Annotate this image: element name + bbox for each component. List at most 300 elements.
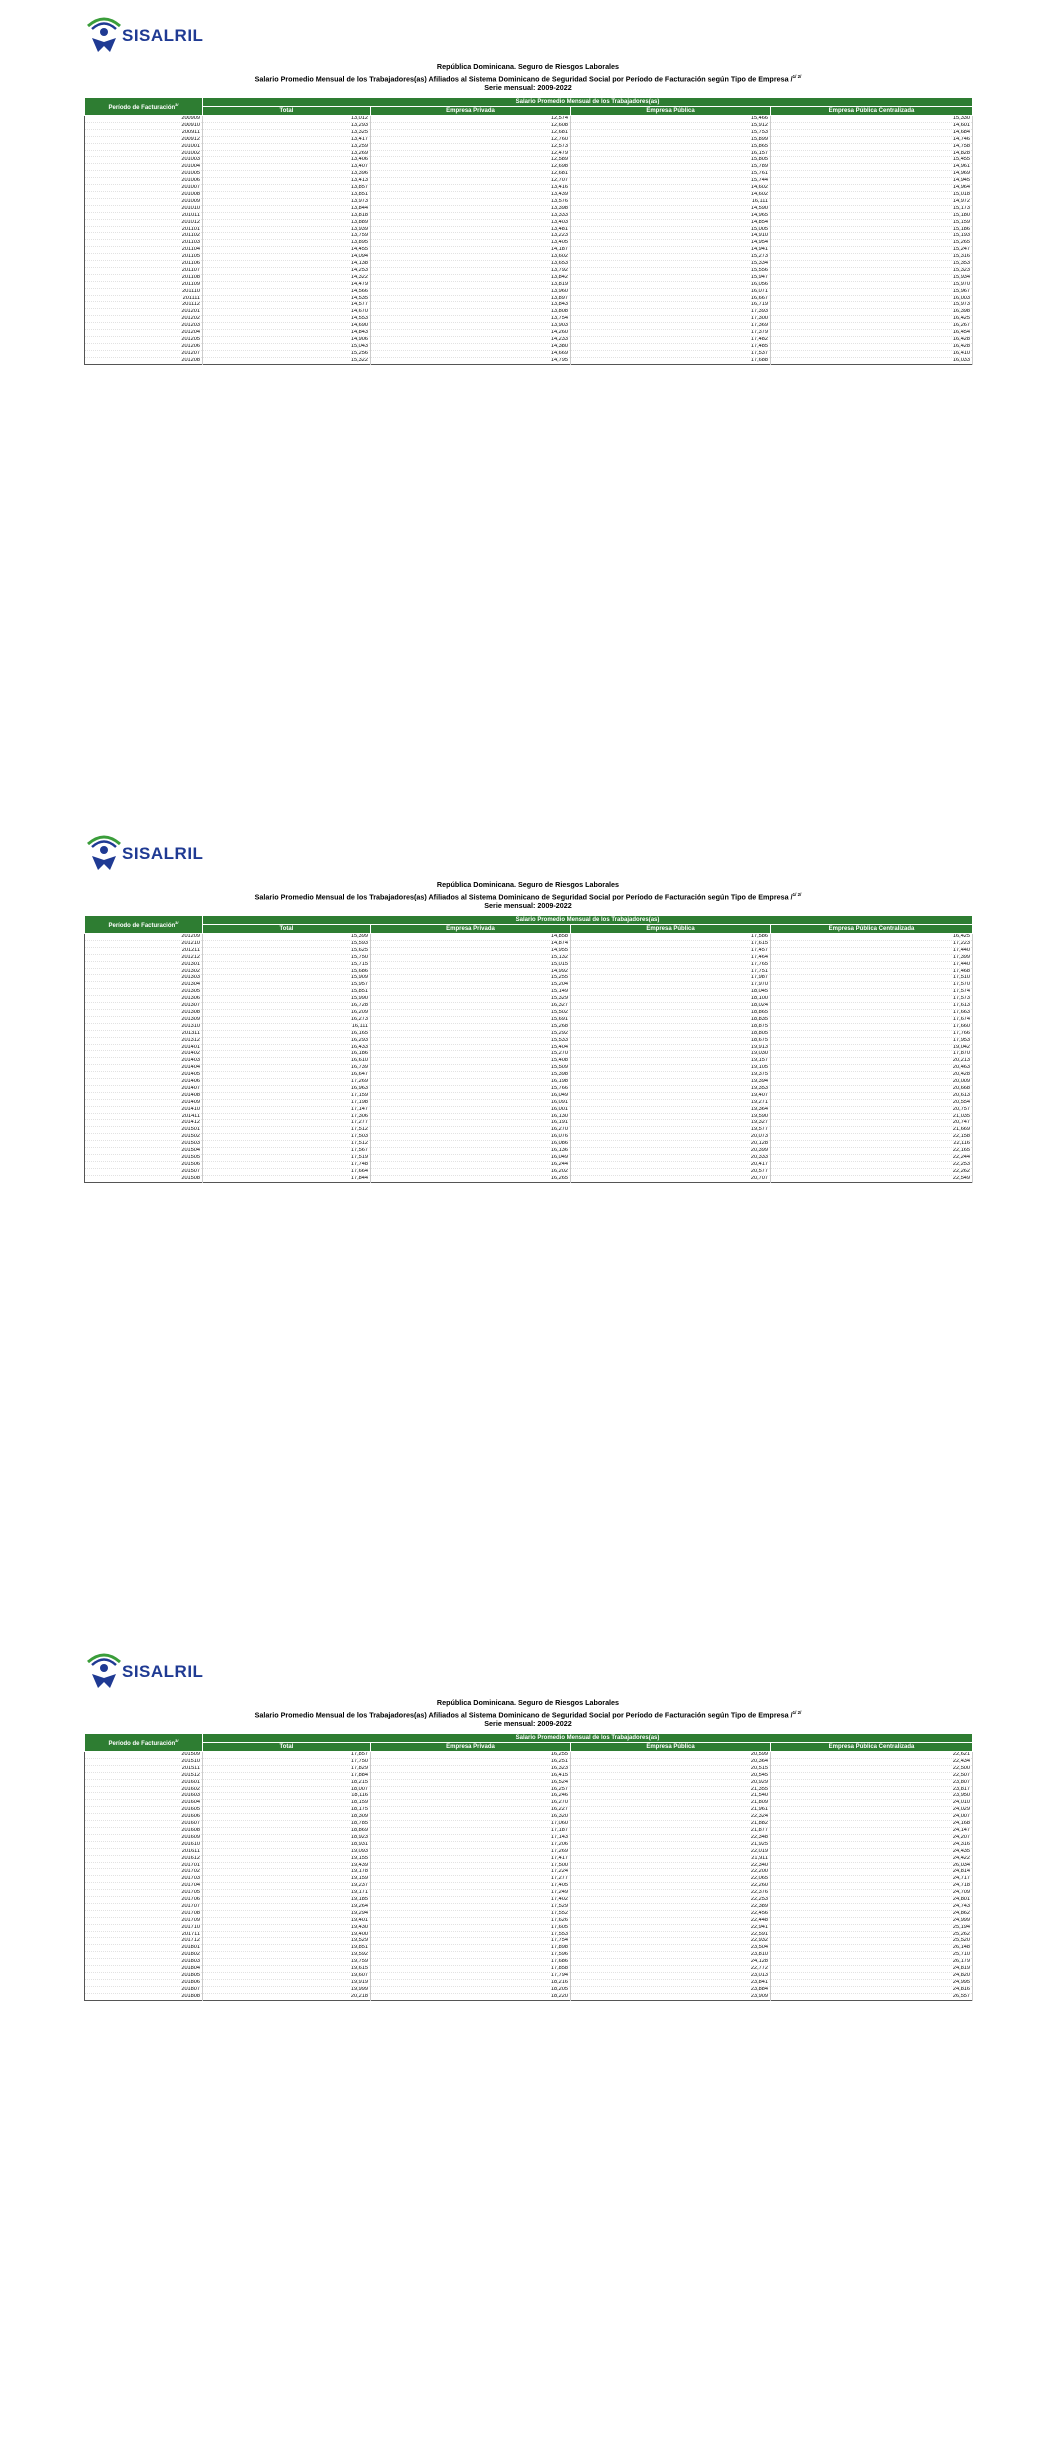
period-cell: 201101 — [85, 226, 203, 233]
public-cell: 14,602 — [571, 191, 771, 198]
public-cell: 21,355 — [571, 1786, 771, 1793]
total-cell: 17,277 — [203, 1120, 371, 1127]
period-cell: 201801 — [85, 1945, 203, 1952]
public-cell: 22,340 — [571, 1862, 771, 1869]
period-cell: 201107 — [85, 267, 203, 274]
centralized-cell: 15,330 — [771, 116, 973, 123]
centralized-cell: 15,970 — [771, 281, 973, 288]
public-cell: 20,599 — [571, 1752, 771, 1759]
table-row — [85, 1134, 973, 1141]
table-row — [85, 205, 973, 212]
private-cell: 16,524 — [371, 1779, 571, 1786]
table-row — [85, 1072, 973, 1079]
public-cell: 21,877 — [571, 1827, 771, 1834]
public-cell: 22,932 — [571, 1938, 771, 1945]
centralized-cell: 14,972 — [771, 198, 973, 205]
sisalril-emblem-icon — [84, 830, 124, 874]
total-cell: 16,610 — [203, 1058, 371, 1065]
period-cell: 201512 — [85, 1772, 203, 1779]
table-row — [85, 954, 973, 961]
private-cell: 15,132 — [371, 954, 571, 961]
private-cell: 17,206 — [371, 1841, 571, 1848]
period-cell: 201012 — [85, 219, 203, 226]
private-cell: 15,292 — [371, 1030, 571, 1037]
total-cell: 19,607 — [203, 1973, 371, 1980]
public-header: Empresa Pública — [571, 925, 771, 934]
period-cell: 201601 — [85, 1779, 203, 1786]
title-main-text: Salario Promedio Mensual de los Trabajadores(as) Afiliados al Sistema Dominicano de Seguridad Social por Período de Facturación según Tipo de Empresa / — [254, 73, 793, 83]
period-cell: 201409 — [85, 1099, 203, 1106]
private-cell: 17,552 — [371, 1910, 571, 1917]
centralized-cell: 15,353 — [771, 261, 973, 268]
public-cell: 22,456 — [571, 1910, 771, 1917]
salary-group-header: Salario Promedio Mensual de los Trabajadores(as) — [203, 1734, 973, 1743]
table-row — [85, 129, 973, 136]
total-cell: 13,973 — [203, 198, 371, 205]
public-cell: 16,719 — [571, 302, 771, 309]
total-cell: 19,185 — [203, 1897, 371, 1904]
centralized-cell: 14,746 — [771, 136, 973, 143]
period-cell: 201210 — [85, 940, 203, 947]
public-header: Empresa Pública — [571, 1743, 771, 1752]
centralized-cell: 17,574 — [771, 989, 973, 996]
table-row — [85, 1903, 973, 1910]
period-header — [85, 1734, 203, 1752]
private-cell: 14,858 — [371, 934, 571, 941]
private-cell: 13,653 — [371, 261, 571, 268]
total-cell: 13,939 — [203, 226, 371, 233]
table-row — [85, 1765, 973, 1772]
public-cell: 20,128 — [571, 1141, 771, 1148]
period-cell: 201608 — [85, 1827, 203, 1834]
private-cell: 16,244 — [371, 1161, 571, 1168]
private-cell: 15,404 — [371, 1044, 571, 1051]
table-row — [85, 1141, 973, 1148]
table-row — [85, 1931, 973, 1938]
private-cell: 16,255 — [371, 1752, 571, 1759]
total-cell: 19,439 — [203, 1862, 371, 1869]
period-cell: 201309 — [85, 1016, 203, 1023]
public-cell: 15,805 — [571, 157, 771, 164]
private-cell: 17,060 — [371, 1821, 571, 1828]
total-cell: 17,512 — [203, 1127, 371, 1134]
public-cell: 22,253 — [571, 1897, 771, 1904]
public-cell: 15,005 — [571, 226, 771, 233]
private-cell: 17,187 — [371, 1827, 571, 1834]
public-cell: 17,482 — [571, 337, 771, 344]
private-cell: 18,220 — [371, 1993, 571, 2000]
table-row — [85, 254, 973, 261]
total-cell: 19,592 — [203, 1952, 371, 1959]
title-country: República Dominicana. Seguro de Riesgos Laborales — [436, 1698, 620, 1707]
report-page — [0, 0, 1056, 800]
centralized-cell: 22,244 — [771, 1155, 973, 1162]
table-row — [85, 1979, 973, 1986]
private-cell: 15,398 — [371, 1072, 571, 1079]
table-row — [85, 1945, 973, 1952]
sisalril-logo — [84, 830, 214, 874]
public-cell: 17,751 — [571, 968, 771, 975]
centralized-cell: 15,186 — [771, 226, 973, 233]
public-cell: 22,348 — [571, 1834, 771, 1841]
total-cell: 16,165 — [203, 1030, 371, 1037]
title-series: Serie mensual: 2009-2022 — [484, 901, 572, 911]
centralized-cell: 24,207 — [771, 1834, 973, 1841]
centralized-header: Empresa Pública Centralizada — [771, 925, 973, 934]
period-cell: 201501 — [85, 1127, 203, 1134]
period-cell: 201102 — [85, 233, 203, 240]
private-cell: 16,270 — [371, 1800, 571, 1807]
private-cell: 17,553 — [371, 1931, 571, 1938]
period-cell: 200909 — [85, 116, 203, 123]
centralized-cell: 24,999 — [771, 1917, 973, 1924]
period-cell: 201108 — [85, 274, 203, 281]
period-cell: 201010 — [85, 205, 203, 212]
table-row — [85, 171, 973, 178]
total-cell: 13,417 — [203, 136, 371, 143]
total-cell: 18,007 — [203, 1786, 371, 1793]
table-row — [85, 1827, 973, 1834]
total-cell: 16,728 — [203, 1003, 371, 1010]
total-cell: 17,829 — [203, 1765, 371, 1772]
table-row — [85, 1058, 973, 1065]
centralized-cell: 17,870 — [771, 1051, 973, 1058]
public-cell: 15,947 — [571, 274, 771, 281]
private-cell: 13,602 — [371, 254, 571, 261]
period-cell: 201511 — [85, 1765, 203, 1772]
private-cell: 17,249 — [371, 1890, 571, 1897]
centralized-cell: 15,247 — [771, 247, 973, 254]
public-cell: 14,941 — [571, 247, 771, 254]
centralized-cell: 24,029 — [771, 1807, 973, 1814]
centralized-cell: 16,428 — [771, 337, 973, 344]
centralized-cell: 24,814 — [771, 1869, 973, 1876]
centralized-cell: 15,018 — [771, 191, 973, 198]
public-cell: 18,835 — [571, 1016, 771, 1023]
period-cell: 201606 — [85, 1814, 203, 1821]
centralized-cell: 23,807 — [771, 1779, 973, 1786]
total-cell: 13,406 — [203, 157, 371, 164]
period-cell: 200912 — [85, 136, 203, 143]
period-header — [85, 98, 203, 116]
period-cell: 201211 — [85, 947, 203, 954]
public-cell: 21,911 — [571, 1855, 771, 1862]
table-row — [85, 1752, 973, 1759]
period-cell: 201704 — [85, 1883, 203, 1890]
centralized-cell: 14,758 — [771, 143, 973, 150]
public-cell: 17,765 — [571, 961, 771, 968]
public-cell: 20,515 — [571, 1765, 771, 1772]
private-cell: 13,843 — [371, 302, 571, 309]
total-cell: 19,851 — [203, 1945, 371, 1952]
total-cell: 13,889 — [203, 219, 371, 226]
centralized-cell: 16,267 — [771, 323, 973, 330]
centralized-cell: 20,213 — [771, 1058, 973, 1065]
private-cell: 17,529 — [371, 1903, 571, 1910]
centralized-cell: 24,168 — [771, 1821, 973, 1828]
table-row — [85, 1065, 973, 1072]
total-cell: 14,535 — [203, 295, 371, 302]
period-cell: 201003 — [85, 157, 203, 164]
private-cell: 13,842 — [371, 274, 571, 281]
public-cell: 18,045 — [571, 989, 771, 996]
centralized-cell: 20,757 — [771, 1106, 973, 1113]
public-cell: 22,941 — [571, 1924, 771, 1931]
private-cell: 15,502 — [371, 1009, 571, 1016]
total-cell: 19,999 — [203, 1986, 371, 1993]
table-row — [85, 316, 973, 323]
period-cell: 201004 — [85, 164, 203, 171]
private-cell: 15,015 — [371, 961, 571, 968]
total-cell: 15,990 — [203, 996, 371, 1003]
total-cell: 14,843 — [203, 330, 371, 337]
total-cell: 14,479 — [203, 281, 371, 288]
period-cell: 201410 — [85, 1106, 203, 1113]
total-cell: 13,259 — [203, 143, 371, 150]
total-cell: 16,293 — [203, 1037, 371, 1044]
public-cell: 24,128 — [571, 1959, 771, 1966]
public-cell: 23,884 — [571, 1986, 771, 1993]
table-row — [85, 982, 973, 989]
public-cell: 23,841 — [571, 1979, 771, 1986]
table-row — [85, 1917, 973, 1924]
public-cell: 18,675 — [571, 1037, 771, 1044]
centralized-cell: 20,009 — [771, 1079, 973, 1086]
total-cell: 19,615 — [203, 1966, 371, 1973]
table-row — [85, 1155, 973, 1162]
table-row — [85, 350, 973, 357]
private-cell: 15,270 — [371, 1051, 571, 1058]
period-cell: 201201 — [85, 309, 203, 316]
table-row — [85, 185, 973, 192]
centralized-cell: 22,500 — [771, 1765, 973, 1772]
header-row-columns — [85, 925, 973, 934]
private-cell: 16,049 — [371, 1155, 571, 1162]
total-cell: 15,686 — [203, 968, 371, 975]
total-cell: 17,567 — [203, 1148, 371, 1155]
private-cell: 12,479 — [371, 150, 571, 157]
private-cell: 14,233 — [371, 337, 571, 344]
period-cell: 201701 — [85, 1862, 203, 1869]
period-cell: 201803 — [85, 1959, 203, 1966]
private-cell: 12,681 — [371, 129, 571, 136]
period-cell: 201208 — [85, 357, 203, 364]
private-cell: 15,204 — [371, 982, 571, 989]
total-cell: 14,670 — [203, 309, 371, 316]
centralized-cell: 15,180 — [771, 212, 973, 219]
centralized-cell: 16,425 — [771, 316, 973, 323]
public-cell: 15,273 — [571, 254, 771, 261]
period-cell: 201206 — [85, 343, 203, 350]
title-main — [84, 890, 972, 902]
public-cell: 17,586 — [571, 934, 771, 941]
centralized-cell: 25,262 — [771, 1931, 973, 1938]
table-row — [85, 1113, 973, 1120]
total-cell: 14,094 — [203, 254, 371, 261]
period-cell: 201709 — [85, 1917, 203, 1924]
period-cell: 201301 — [85, 961, 203, 968]
table-row — [85, 150, 973, 157]
total-cell: 19,400 — [203, 1931, 371, 1938]
table-row — [85, 1986, 973, 1993]
centralized-cell: 24,743 — [771, 1903, 973, 1910]
private-cell: 16,091 — [371, 1099, 571, 1106]
report-page — [0, 818, 1056, 1618]
period-cell: 201005 — [85, 171, 203, 178]
public-cell: 20,577 — [571, 1168, 771, 1175]
total-cell: 17,844 — [203, 1175, 371, 1182]
table-row — [85, 116, 973, 123]
private-cell: 14,260 — [371, 330, 571, 337]
table-row — [85, 309, 973, 316]
centralized-cell: 24,820 — [771, 1973, 973, 1980]
centralized-cell: 15,967 — [771, 288, 973, 295]
table-row — [85, 1030, 973, 1037]
total-cell: 17,857 — [203, 1752, 371, 1759]
period-cell: 201507 — [85, 1168, 203, 1175]
table-row — [85, 122, 973, 129]
private-cell: 16,227 — [371, 1807, 571, 1814]
private-cell: 12,698 — [371, 164, 571, 171]
public-cell: 16,071 — [571, 288, 771, 295]
centralized-cell: 26,034 — [771, 1862, 973, 1869]
period-cell: 201805 — [85, 1973, 203, 1980]
public-cell: 22,019 — [571, 1848, 771, 1855]
centralized-cell: 24,717 — [771, 1876, 973, 1883]
public-cell: 15,865 — [571, 143, 771, 150]
period-cell: 201702 — [85, 1869, 203, 1876]
private-cell: 15,255 — [371, 975, 571, 982]
table-row — [85, 1869, 973, 1876]
table-row — [85, 1876, 973, 1883]
table-row — [85, 1883, 973, 1890]
centralized-cell: 15,973 — [771, 302, 973, 309]
total-cell: 16,963 — [203, 1085, 371, 1092]
public-cell: 23,013 — [571, 1973, 771, 1980]
period-cell: 201105 — [85, 254, 203, 261]
brand-name: SISALRIL — [122, 844, 204, 863]
centralized-cell: 14,945 — [771, 178, 973, 185]
public-cell: 19,913 — [571, 1044, 771, 1051]
public-cell: 14,954 — [571, 240, 771, 247]
sisalril-emblem-icon — [84, 1648, 124, 1692]
private-cell: 15,766 — [371, 1085, 571, 1092]
salary-table — [84, 1733, 973, 2001]
period-cell: 201401 — [85, 1044, 203, 1051]
total-cell: 17,269 — [203, 1079, 371, 1086]
public-cell: 17,457 — [571, 947, 771, 954]
total-cell: 15,715 — [203, 961, 371, 968]
total-cell: 16,273 — [203, 1016, 371, 1023]
public-cell: 19,590 — [571, 1113, 771, 1120]
period-footnote-ref: 3/ — [175, 102, 179, 107]
title-main — [84, 1708, 972, 1720]
centralized-cell: 14,684 — [771, 129, 973, 136]
table-row — [85, 1834, 973, 1841]
header-row-columns — [85, 1743, 973, 1752]
table-row — [85, 940, 973, 947]
period-cell: 201806 — [85, 1979, 203, 1986]
table-row — [85, 1085, 973, 1092]
table-row — [85, 1161, 973, 1168]
total-cell: 19,401 — [203, 1917, 371, 1924]
total-cell: 14,138 — [203, 261, 371, 268]
title-series: Serie mensual: 2009-2022 — [484, 83, 572, 93]
private-cell: 13,403 — [371, 219, 571, 226]
private-cell: 13,223 — [371, 233, 571, 240]
centralized-cell: 24,816 — [771, 1986, 973, 1993]
table-row — [85, 330, 973, 337]
private-cell: 17,754 — [371, 1938, 571, 1945]
total-cell: 18,931 — [203, 1841, 371, 1848]
total-cell: 14,322 — [203, 274, 371, 281]
table-row — [85, 226, 973, 233]
period-cell: 201703 — [85, 1876, 203, 1883]
period-cell: 201506 — [85, 1161, 203, 1168]
centralized-cell: 17,570 — [771, 982, 973, 989]
public-cell: 15,753 — [571, 129, 771, 136]
public-cell: 19,353 — [571, 1085, 771, 1092]
total-cell: 13,012 — [203, 116, 371, 123]
period-cell: 201312 — [85, 1037, 203, 1044]
centralized-cell: 24,819 — [771, 1966, 973, 1973]
period-cell: 201311 — [85, 1030, 203, 1037]
total-cell: 15,750 — [203, 954, 371, 961]
private-cell: 16,202 — [371, 1168, 571, 1175]
centralized-cell: 20,554 — [771, 1099, 973, 1106]
total-cell: 13,413 — [203, 178, 371, 185]
total-cell: 20,218 — [203, 1993, 371, 2000]
table-row — [85, 281, 973, 288]
period-cell: 201407 — [85, 1085, 203, 1092]
table-row — [85, 1106, 973, 1113]
total-cell: 15,625 — [203, 947, 371, 954]
header-row-group — [85, 916, 973, 925]
table-row — [85, 1037, 973, 1044]
total-cell: 17,750 — [203, 1758, 371, 1765]
private-cell: 15,408 — [371, 1058, 571, 1065]
public-cell: 22,772 — [571, 1966, 771, 1973]
public-cell: 22,389 — [571, 1903, 771, 1910]
period-cell: 201104 — [85, 247, 203, 254]
total-cell: 16,111 — [203, 1023, 371, 1030]
centralized-cell: 22,262 — [771, 1168, 973, 1175]
private-cell: 17,794 — [371, 1973, 571, 1980]
public-cell: 19,577 — [571, 1127, 771, 1134]
period-cell: 201605 — [85, 1807, 203, 1814]
centralized-cell: 21,035 — [771, 1113, 973, 1120]
period-cell: 201207 — [85, 350, 203, 357]
public-cell: 17,615 — [571, 940, 771, 947]
period-cell: 201405 — [85, 1072, 203, 1079]
total-cell: 13,269 — [203, 150, 371, 157]
table-row — [85, 212, 973, 219]
centralized-cell: 24,435 — [771, 1848, 973, 1855]
public-cell: 22,260 — [571, 1883, 771, 1890]
table-row — [85, 343, 973, 350]
total-cell: 19,155 — [203, 1855, 371, 1862]
period-cell: 201303 — [85, 975, 203, 982]
total-cell: 13,407 — [203, 164, 371, 171]
period-cell: 201212 — [85, 954, 203, 961]
private-cell: 17,686 — [371, 1959, 571, 1966]
total-cell: 13,895 — [203, 240, 371, 247]
table-row — [85, 198, 973, 205]
report-page — [0, 1636, 1056, 2436]
title-footnote-ref: 1/ 2/ — [792, 891, 802, 897]
period-footnote-ref: 3/ — [175, 920, 179, 925]
period-cell: 201802 — [85, 1952, 203, 1959]
